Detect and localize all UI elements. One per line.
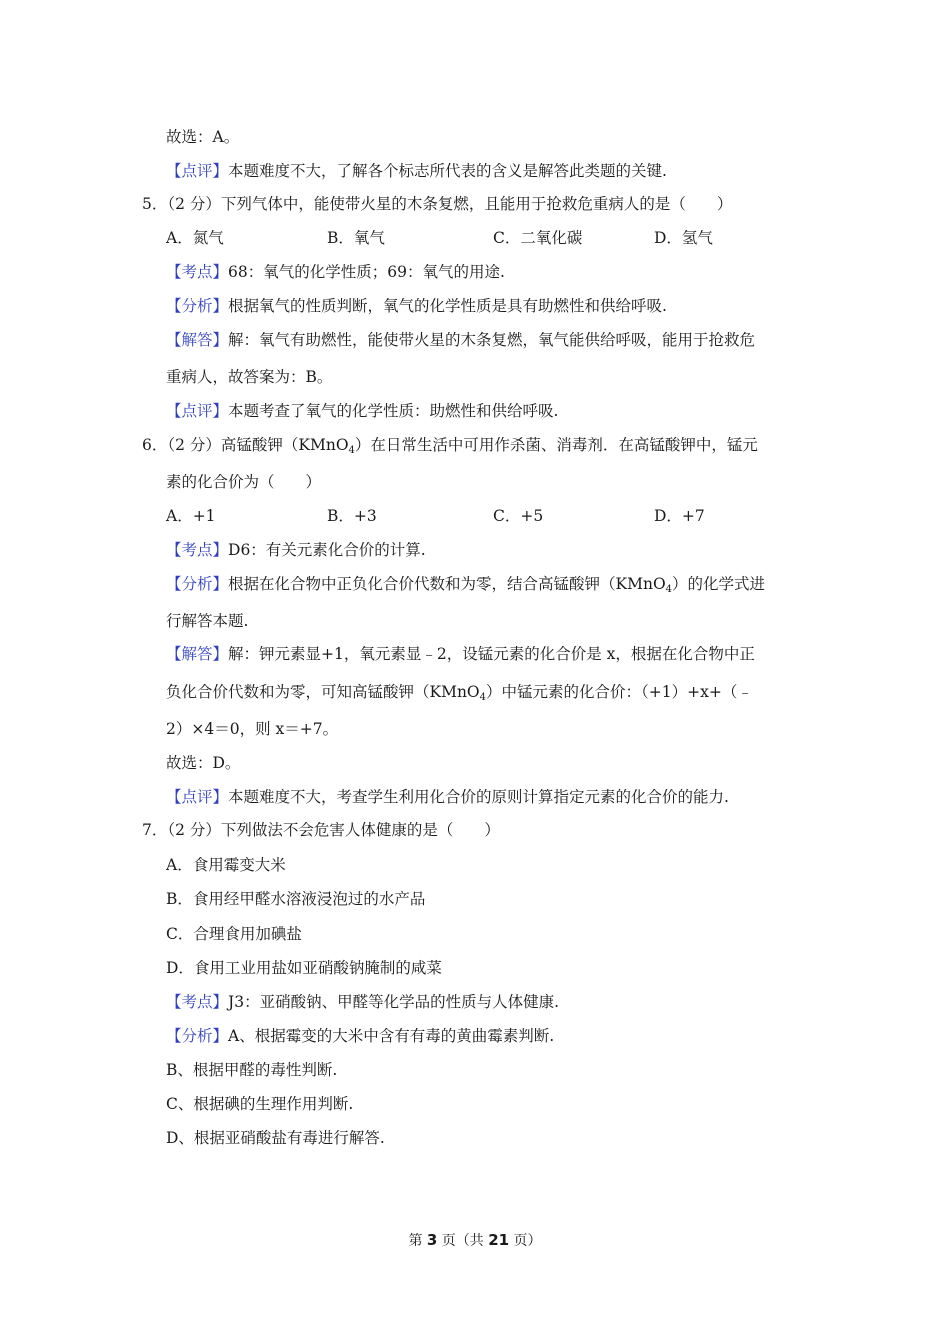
subscript-4: 4 bbox=[348, 445, 355, 456]
q5-fenxi bbox=[166, 296, 667, 316]
q6-stem-cont: 素的化合价为（ ） bbox=[166, 473, 322, 491]
q5-kaodian bbox=[166, 262, 505, 282]
q6-option-a: A．+1 bbox=[166, 507, 216, 525]
q6-stem-part: 6．（2 分）高锰酸钾（KMnO bbox=[142, 436, 349, 454]
kaodian-text: J3：亚硝酸钠、甲醛等化学品的性质与人体健康. bbox=[228, 993, 560, 1011]
q6-stem bbox=[142, 435, 758, 455]
q5-dianping bbox=[166, 401, 558, 421]
comment-tag: 【点评】 bbox=[166, 162, 229, 180]
q5-option-c: C．二氧化碳 bbox=[493, 229, 583, 247]
jieda-text: 解：钾元素显+1，氧元素显﹣2，设锰元素的化合价是 x，根据在化合物中正 bbox=[228, 645, 755, 663]
q6-fenxi bbox=[166, 574, 765, 594]
fenxi-text: 根据在化合物中正负化合价代数和为零，结合高锰酸钾（KMnO bbox=[228, 575, 666, 593]
q7-fenxi-b: B、根据甲醛的毒性判断. bbox=[166, 1061, 338, 1079]
fenxi-tag: 【分析】 bbox=[166, 575, 229, 593]
subscript-4: 4 bbox=[479, 692, 487, 703]
jieda-tag: 【解答】 bbox=[166, 645, 229, 663]
dianping-text: 本题难度不大，考查学生利用化合价的原则计算指定元素的化合价的能力. bbox=[228, 788, 729, 806]
q6-dianping bbox=[166, 787, 729, 807]
kaodian-tag: 【考点】 bbox=[166, 263, 229, 281]
q7-option-c: C．合理食用加碘盐 bbox=[166, 925, 302, 943]
q7-stem: 7．（2 分）下列做法不会危害人体健康的是（ ） bbox=[142, 821, 500, 839]
q6-jieda-cont bbox=[166, 682, 753, 702]
footer-text: 页） bbox=[509, 1233, 542, 1249]
q6-fenxi-cont: 行解答本题. bbox=[166, 612, 249, 630]
jieda-text: 解：氧气有助燃性，能使带火星的木条复燃，氧气能供给呼吸，能用于抢救危 bbox=[228, 331, 756, 349]
q7-fenxi-d: D、根据亚硝酸盐有毒进行解答. bbox=[166, 1129, 385, 1147]
q5-option-b: B．氧气 bbox=[327, 229, 385, 247]
page-number: 3 bbox=[426, 1231, 438, 1249]
q5-jieda-cont: 重病人，故答案为：B。 bbox=[166, 368, 333, 386]
jieda-text: ）中锰元素的化合价：（+1）+x+（﹣ bbox=[486, 683, 753, 701]
q7-fenxi bbox=[166, 1026, 554, 1046]
q7-option-d: D．食用工业用盐如亚硝酸钠腌制的咸菜 bbox=[166, 959, 442, 977]
fenxi-tag: 【分析】 bbox=[166, 1027, 229, 1045]
dianping-tag: 【点评】 bbox=[166, 788, 229, 806]
fenxi-text: ）的化学式进 bbox=[672, 575, 766, 593]
kaodian-text: D6：有关元素化合价的计算. bbox=[228, 541, 426, 559]
q6-answer: 故选：D。 bbox=[166, 754, 241, 772]
page-footer bbox=[0, 1230, 950, 1251]
comment-text: 本题难度不大，了解各个标志所代表的含义是解答此类题的关键. bbox=[228, 162, 667, 180]
fenxi-text: 根据氧气的性质判断，氧气的化学性质是具有助燃性和供给呼吸. bbox=[228, 297, 667, 315]
q6-stem-part: ）在日常生活中可用作杀菌、消毒剂．在高锰酸钾中，锰元 bbox=[354, 436, 758, 454]
fenxi-tag: 【分析】 bbox=[166, 297, 229, 315]
q7-option-b: B．食用经甲醛水溶液浸泡过的水产品 bbox=[166, 890, 426, 908]
footer-text: 页（共 bbox=[437, 1233, 489, 1249]
q6-kaodian bbox=[166, 540, 426, 560]
q6-jieda bbox=[166, 644, 755, 664]
jieda-tag: 【解答】 bbox=[166, 331, 229, 349]
q6-jieda-cont2: 2）×4＝0，则 x＝+7。 bbox=[166, 720, 339, 738]
q6-option-d: D．+7 bbox=[654, 507, 705, 525]
q5-option-a: A．氮气 bbox=[166, 229, 224, 247]
fenxi-text: A、根据霉变的大米中含有有毒的黄曲霉素判断. bbox=[228, 1027, 555, 1045]
footer-text: 第 bbox=[408, 1233, 427, 1249]
q7-option-a: A．食用霉变大米 bbox=[166, 856, 286, 874]
dianping-text: 本题考查了氧气的化学性质：助燃性和供给呼吸. bbox=[228, 402, 559, 420]
q6-option-b: B．+3 bbox=[327, 507, 377, 525]
q5-jieda bbox=[166, 330, 755, 350]
q7-kaodian bbox=[166, 992, 559, 1012]
subscript-4: 4 bbox=[665, 584, 673, 595]
jieda-text: 负化合价代数和为零，可知高锰酸钾（KMnO bbox=[166, 683, 480, 701]
q7-fenxi-c: C、根据碘的生理作用判断. bbox=[166, 1095, 354, 1113]
kaodian-text: 68：氧气的化学性质；69：氧气的用途. bbox=[228, 263, 505, 281]
q6-option-c: C．+5 bbox=[493, 507, 544, 525]
q5-option-d: D．氢气 bbox=[654, 229, 713, 247]
kaodian-tag: 【考点】 bbox=[166, 993, 229, 1011]
total-pages: 21 bbox=[488, 1231, 510, 1249]
q4-answer: 故选：A。 bbox=[166, 128, 240, 146]
dianping-tag: 【点评】 bbox=[166, 402, 229, 420]
q5-stem: 5．（2 分）下列气体中，能使带火星的木条复燃，且能用于抢救危重病人的是（ ） bbox=[142, 195, 733, 213]
q4-comment bbox=[166, 161, 667, 181]
kaodian-tag: 【考点】 bbox=[166, 541, 229, 559]
